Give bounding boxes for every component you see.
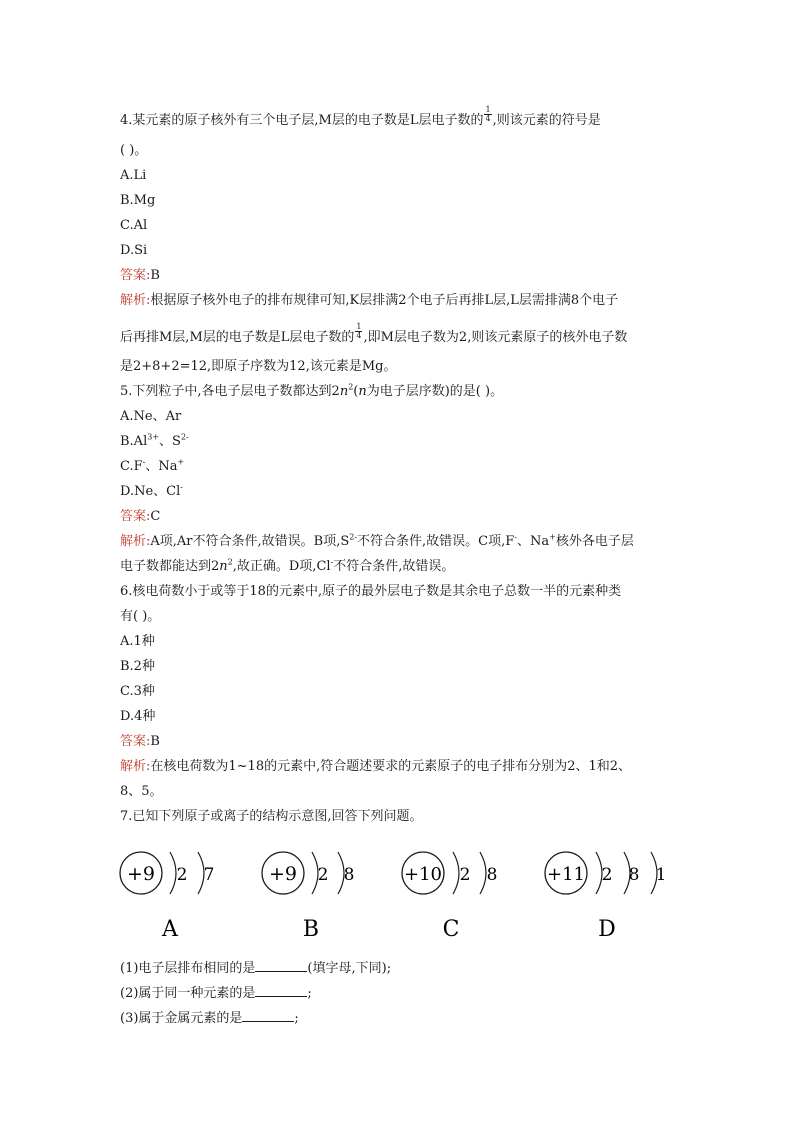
analysis-text: 、Na — [516, 534, 550, 549]
q7-sub3 — [120, 1009, 299, 1027]
q6-stem-line2: 有( )。 — [120, 609, 161, 624]
opt-text: 、Na — [145, 459, 178, 474]
charge: - — [180, 482, 183, 492]
shell-count: 2 — [317, 865, 329, 885]
q5-stem — [120, 384, 503, 400]
q5-analysis-line1 — [120, 534, 634, 550]
analysis-label: 解析: — [120, 534, 151, 549]
q4-stem-text: 4.某元素的原子核外有三个电子层,M层的电子数是L层电子数的 — [120, 113, 484, 128]
q4-stem — [120, 105, 601, 129]
q4-answer — [120, 268, 160, 284]
analysis-text: ,故正确。D项,Cl — [232, 559, 331, 574]
charge: + — [549, 532, 556, 542]
q6-option-c: C.3种 — [120, 684, 155, 699]
q5-option-a: A.Ne、Ar — [120, 409, 182, 424]
sub-question-text: ; — [294, 1011, 299, 1026]
q4-analysis-line1 — [120, 293, 618, 309]
frac-den: 4 — [356, 331, 362, 340]
nucleus-charge: +9 — [268, 863, 298, 885]
atom-structure-diagrams — [110, 838, 710, 948]
answer-value: B — [150, 734, 160, 749]
charge: - — [514, 532, 517, 542]
charge: - — [142, 457, 146, 467]
q4-option-d: D.Si — [120, 243, 148, 258]
var-n: n — [339, 384, 349, 399]
charge: + — [177, 457, 185, 467]
shell-count: 7 — [203, 865, 215, 885]
q4-paren: ( )。 — [120, 143, 148, 158]
nucleus-charge: +11 — [547, 864, 585, 885]
diagram-label: A — [162, 917, 178, 942]
q5-answer — [120, 509, 160, 525]
answer-label: 答案: — [120, 509, 151, 524]
q6-option-a: A.1种 — [120, 634, 155, 649]
opt-text: C.F — [120, 459, 143, 474]
shell-count: 8 — [343, 865, 355, 885]
sub-question-text: (填字母,下同); — [307, 961, 392, 976]
charge: 2- — [180, 432, 189, 442]
sub-question-text: (2)属于同一种元素的是 — [120, 986, 256, 1001]
charge: - — [330, 557, 334, 567]
opt-text: B.Al — [120, 434, 148, 449]
answer-value: C — [150, 509, 161, 524]
answer-blank[interactable] — [255, 984, 307, 997]
fraction-one-quarter — [484, 106, 491, 123]
diagram-label: B — [302, 917, 320, 942]
answer-blank[interactable] — [255, 959, 307, 972]
analysis-text: A项,Ar不符合条件,故错误。B项,S — [150, 534, 350, 549]
answer-label: 答案: — [120, 268, 151, 283]
shell-count: 2 — [459, 865, 471, 885]
answer-blank[interactable] — [242, 1009, 294, 1022]
shell-count: 1 — [655, 865, 667, 885]
shell-count: 2 — [176, 865, 188, 885]
answer-label: 答案: — [120, 734, 151, 749]
q5-option-d — [120, 484, 183, 500]
superscript: 2 — [227, 557, 233, 567]
diagram-label: D — [598, 917, 616, 942]
atom-diagram-b — [262, 852, 354, 942]
q6-option-d: D.4种 — [120, 709, 156, 724]
q4-option-b: B.Mg — [120, 193, 156, 208]
q6-option-b: B.2种 — [120, 659, 155, 674]
analysis-text: 后再排M层,M层的电子数是L层电子数的 — [120, 330, 355, 345]
var-n: n — [219, 559, 228, 574]
q6-stem-line1: 6.核电荷数小于或等于18的元素中,原子的最外层电子数是其余电子总数一半的元素种类 — [120, 584, 622, 599]
q7-sub1 — [120, 959, 391, 977]
atom-diagram-a — [120, 852, 214, 942]
q5-option-c — [120, 459, 184, 475]
q5-stem-text: ( — [353, 384, 359, 399]
superscript: 2 — [348, 382, 354, 392]
fraction-one-quarter — [355, 323, 362, 340]
analysis-text: 不符合条件,故错误。C项,F — [357, 534, 515, 549]
opt-text: D.Ne、Cl — [120, 484, 181, 499]
analysis-text: 核外各电子层 — [555, 534, 634, 549]
sub-question-text: (1)电子层排布相同的是 — [120, 961, 256, 976]
q7-stem: 7.已知下列原子或离子的结构示意图,回答下列问题。 — [120, 809, 423, 824]
analysis-text: 电子数都能达到2 — [120, 559, 220, 574]
opt-text: 、S — [159, 434, 181, 449]
analysis-text: ,即M层电子数为2,则该元素原子的核外电子数 — [363, 330, 628, 345]
q4-stem-text-2: ,则该元素的符号是 — [492, 113, 601, 128]
q6-answer — [120, 734, 160, 750]
q4-option-c: C.Al — [120, 218, 148, 233]
q7-sub2 — [120, 984, 312, 1002]
q5-stem-text: 为电子层序数)的是( )。 — [366, 384, 504, 399]
frac-num: 1 — [356, 322, 362, 331]
nucleus-charge: +10 — [404, 864, 442, 885]
q5-option-b — [120, 434, 189, 450]
atom-diagram-c — [402, 852, 497, 942]
analysis-label: 解析: — [120, 293, 151, 308]
analysis-text: 在核电荷数为1~18的元素中,符合题述要求的元素原子的电子排布分别为2、1和2、 — [150, 759, 632, 774]
q4-analysis-line2 — [120, 322, 628, 346]
nucleus-charge: +9 — [126, 863, 156, 885]
var-n: n — [358, 384, 367, 399]
q6-analysis-line1 — [120, 759, 631, 775]
analysis-text: 根据原子核外电子的排布规律可知,K层排满2个电子后再排L层,L层需排满8个电子 — [150, 293, 619, 308]
shell-count: 2 — [601, 865, 613, 885]
frac-den: 4 — [485, 114, 491, 123]
sub-question-text: ; — [307, 986, 312, 1001]
q6-analysis-line2: 8、5。 — [120, 784, 163, 799]
answer-value: B — [150, 268, 160, 283]
sub-question-text: (3)属于金属元素的是 — [120, 1011, 243, 1026]
atom-diagram-d — [545, 852, 666, 942]
q4-option-a: A.Li — [120, 168, 147, 183]
charge: 2- — [349, 532, 358, 542]
q4-analysis-line3: 是2+8+2=12,即原子序数为12,该元素是Mg。 — [120, 359, 397, 374]
analysis-text: 不符合条件,故错误。 — [333, 559, 455, 574]
frac-num: 1 — [485, 105, 491, 114]
shell-count: 8 — [486, 865, 498, 885]
shell-count: 8 — [628, 865, 640, 885]
charge: 3+ — [147, 432, 160, 442]
q5-analysis-line2 — [120, 559, 454, 575]
q5-stem-text: 5.下列粒子中,各电子层电子数都达到2 — [120, 384, 340, 399]
diagram-label: C — [442, 917, 460, 942]
analysis-label: 解析: — [120, 759, 151, 774]
